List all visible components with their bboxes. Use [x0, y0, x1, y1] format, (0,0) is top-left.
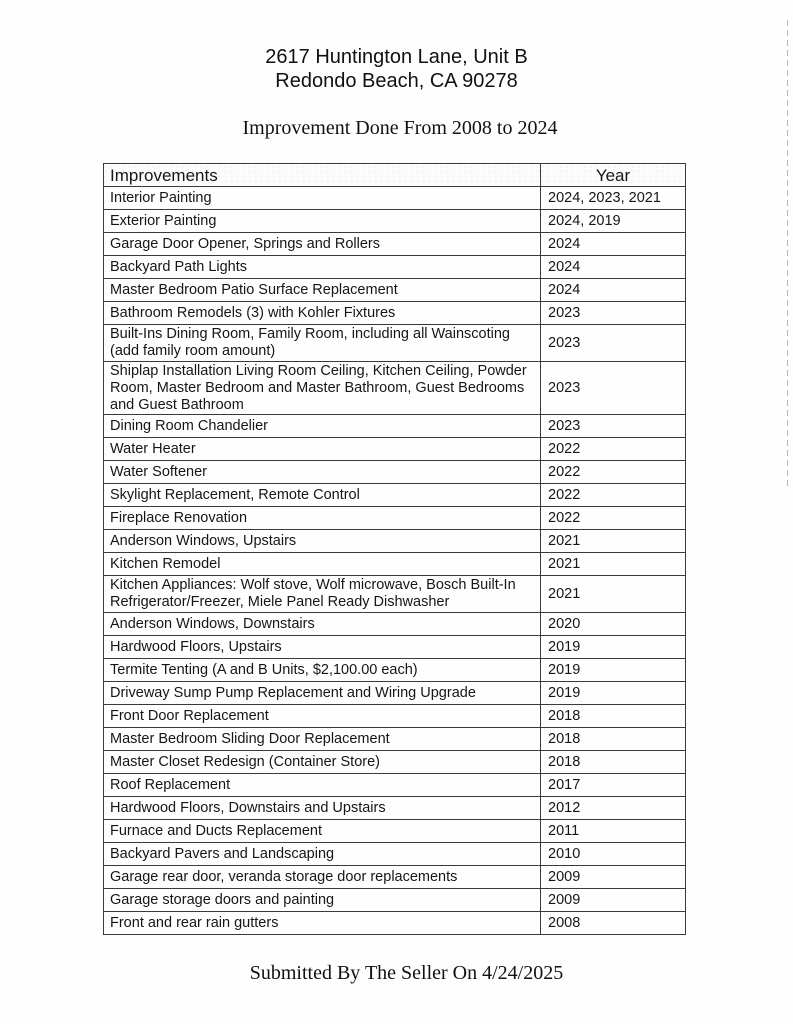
improvement-cell: Front Door Replacement	[104, 705, 541, 728]
year-cell: 2008	[541, 912, 686, 935]
improvement-cell: Exterior Painting	[104, 210, 541, 233]
table-row	[104, 705, 686, 728]
table-row	[104, 774, 686, 797]
improvement-cell: Water Heater	[104, 438, 541, 461]
improvement-cell: Master Closet Redesign (Container Store)	[104, 751, 541, 774]
table-row	[104, 279, 686, 302]
table-row	[104, 187, 686, 210]
improvement-cell: Front and rear rain gutters	[104, 912, 541, 935]
table-header-row	[104, 164, 686, 187]
improvement-cell: Anderson Windows, Upstairs	[104, 530, 541, 553]
table-row	[104, 438, 686, 461]
year-cell: 2024, 2019	[541, 210, 686, 233]
improvement-cell: Hardwood Floors, Upstairs	[104, 636, 541, 659]
improvement-cell: Shiplap Installation Living Room Ceiling, Kitchen Ceiling, Powder Room, Master Bedroom and Master Bathroom, Guest Bedrooms and Guest Bathroom	[104, 362, 541, 415]
year-cell: 2021	[541, 530, 686, 553]
table-row	[104, 912, 686, 935]
table-row	[104, 325, 686, 362]
year-cell: 2019	[541, 682, 686, 705]
document-subtitle: Improvement Done From 2008 to 2024	[242, 117, 558, 139]
improvement-cell: Bathroom Remodels (3) with Kohler Fixtures	[104, 302, 541, 325]
table-row	[104, 233, 686, 256]
table-row	[104, 507, 686, 530]
improvement-cell: Garage storage doors and painting	[104, 889, 541, 912]
address-line-2: Redondo Beach, CA 90278	[275, 70, 518, 92]
year-cell: 2018	[541, 728, 686, 751]
year-cell: 2024	[541, 233, 686, 256]
improvement-cell: Backyard Pavers and Landscaping	[104, 843, 541, 866]
table-row	[104, 302, 686, 325]
year-cell: 2022	[541, 461, 686, 484]
table-row	[104, 820, 686, 843]
year-cell: 2012	[541, 797, 686, 820]
table-row	[104, 797, 686, 820]
improvement-cell: Kitchen Appliances: Wolf stove, Wolf microwave, Bosch Built-In Refrigerator/Freezer, Miele Panel Ready Dishwasher	[104, 576, 541, 613]
year-cell: 2010	[541, 843, 686, 866]
year-cell: 2009	[541, 889, 686, 912]
table-row	[104, 256, 686, 279]
year-cell: 2022	[541, 507, 686, 530]
improvements-table	[103, 163, 686, 935]
improvement-cell: Dining Room Chandelier	[104, 415, 541, 438]
table-row	[104, 751, 686, 774]
table-row	[104, 461, 686, 484]
year-cell: 2022	[541, 484, 686, 507]
year-cell: 2011	[541, 820, 686, 843]
improvement-cell: Water Softener	[104, 461, 541, 484]
year-cell: 2021	[541, 553, 686, 576]
year-cell: 2022	[541, 438, 686, 461]
improvement-cell: Garage Door Opener, Springs and Rollers	[104, 233, 541, 256]
table-row	[104, 843, 686, 866]
year-cell: 2017	[541, 774, 686, 797]
year-cell: 2009	[541, 866, 686, 889]
column-header-year: Year	[541, 164, 686, 187]
improvement-cell: Interior Painting	[104, 187, 541, 210]
year-cell: 2019	[541, 659, 686, 682]
table-row	[104, 659, 686, 682]
table-row	[104, 553, 686, 576]
improvement-cell: Fireplace Renovation	[104, 507, 541, 530]
year-cell: 2020	[541, 613, 686, 636]
table-row	[104, 210, 686, 233]
improvement-cell: Skylight Replacement, Remote Control	[104, 484, 541, 507]
address-line-1: 2617 Huntington Lane, Unit B	[265, 46, 528, 68]
improvement-cell: Master Bedroom Sliding Door Replacement	[104, 728, 541, 751]
year-cell: 2024	[541, 279, 686, 302]
improvement-cell: Anderson Windows, Downstairs	[104, 613, 541, 636]
table-row	[104, 866, 686, 889]
year-cell: 2023	[541, 325, 686, 362]
improvement-cell: Hardwood Floors, Downstairs and Upstairs	[104, 797, 541, 820]
improvement-cell: Termite Tenting (A and B Units, $2,100.00 each)	[104, 659, 541, 682]
year-cell: 2024	[541, 256, 686, 279]
improvement-cell: Driveway Sump Pump Replacement and Wiring Upgrade	[104, 682, 541, 705]
table-row	[104, 682, 686, 705]
table-row	[104, 484, 686, 507]
submission-note: Submitted By The Seller On 4/24/2025	[249, 962, 564, 984]
table-row	[104, 636, 686, 659]
improvement-cell: Garage rear door, veranda storage door replacements	[104, 866, 541, 889]
table-row	[104, 362, 686, 415]
year-cell: 2018	[541, 751, 686, 774]
improvement-cell: Master Bedroom Patio Surface Replacement	[104, 279, 541, 302]
year-cell: 2023	[541, 415, 686, 438]
improvement-cell: Roof Replacement	[104, 774, 541, 797]
year-cell: 2018	[541, 705, 686, 728]
table-row	[104, 415, 686, 438]
improvement-cell: Backyard Path Lights	[104, 256, 541, 279]
improvement-cell: Furnace and Ducts Replacement	[104, 820, 541, 843]
year-cell: 2023	[541, 362, 686, 415]
table-row	[104, 889, 686, 912]
table-row	[104, 728, 686, 751]
year-cell: 2023	[541, 302, 686, 325]
table-row	[104, 576, 686, 613]
improvement-cell: Built-Ins Dining Room, Family Room, including all Wainscoting (add family room amount)	[104, 325, 541, 362]
improvement-cell: Kitchen Remodel	[104, 553, 541, 576]
column-header-improvements: Improvements	[104, 164, 541, 187]
table-row	[104, 613, 686, 636]
year-cell: 2021	[541, 576, 686, 613]
year-cell: 2024, 2023, 2021	[541, 187, 686, 210]
year-cell: 2019	[541, 636, 686, 659]
table-row	[104, 530, 686, 553]
